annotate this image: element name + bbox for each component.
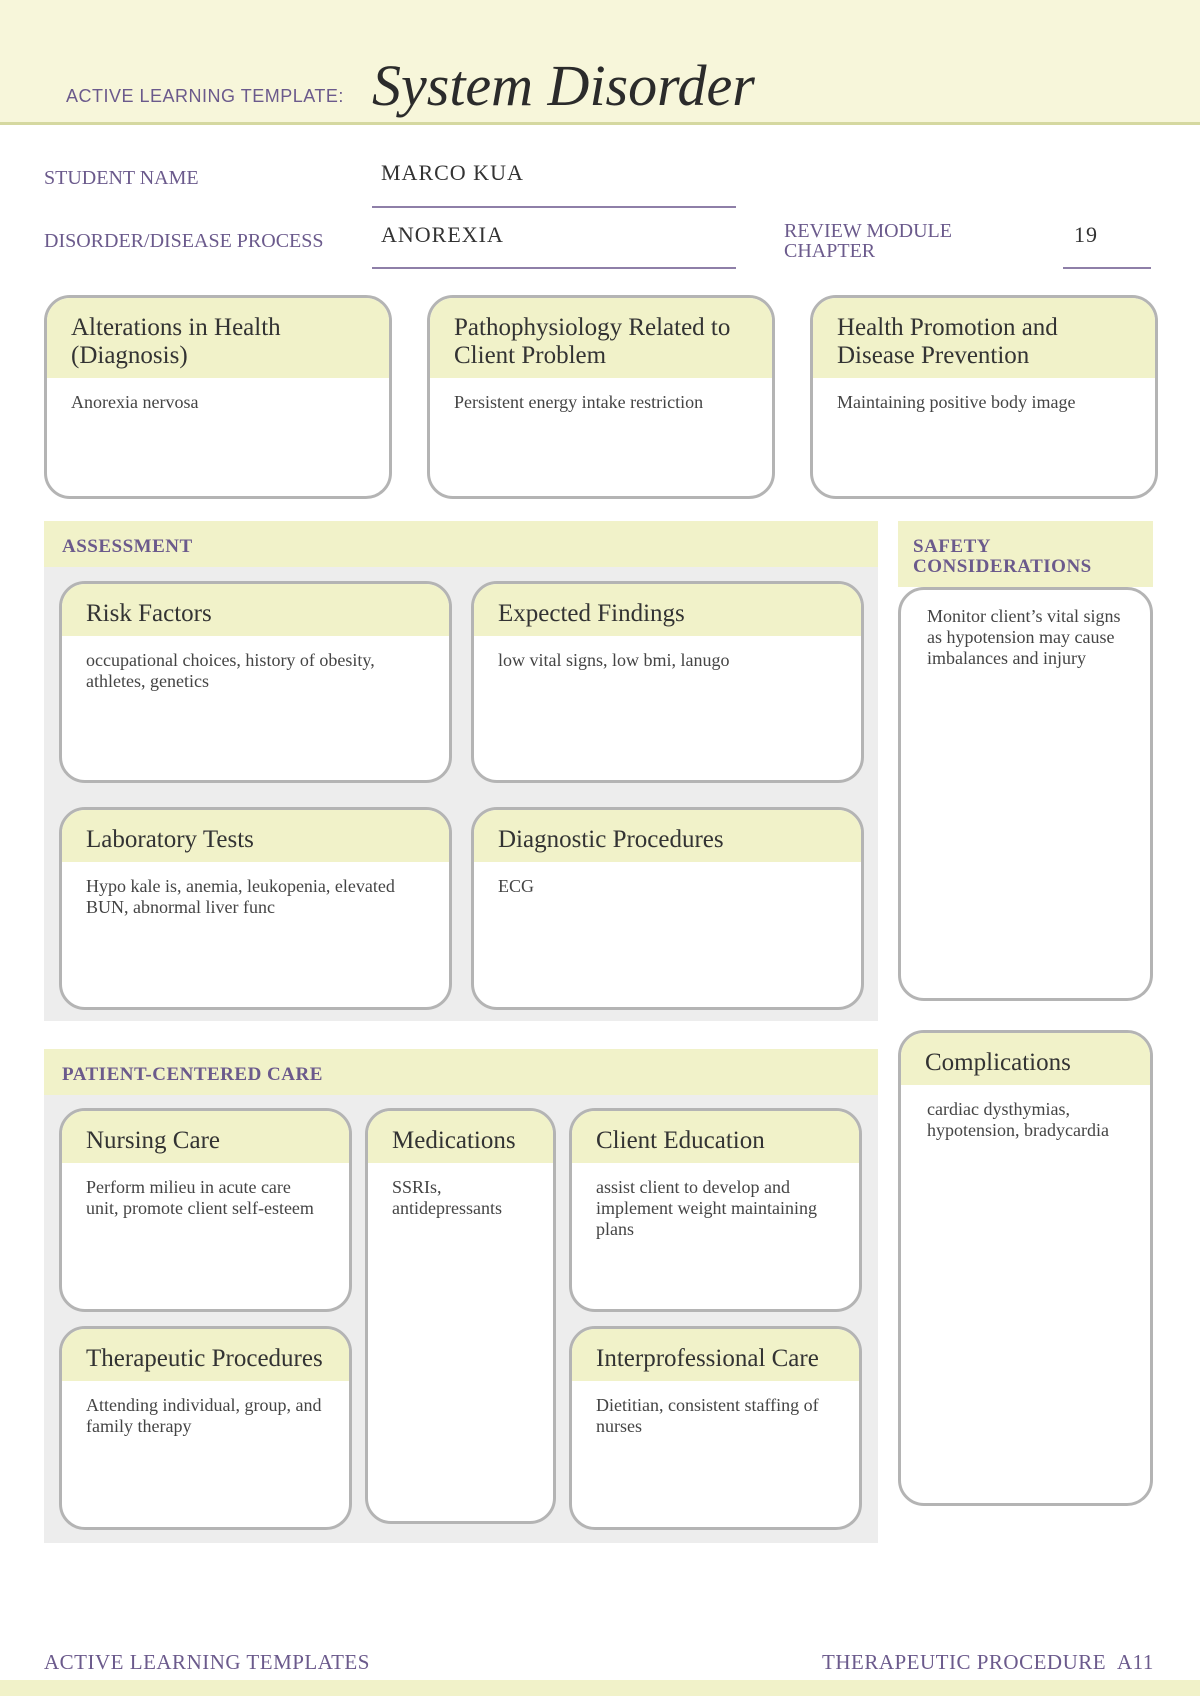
review-underline [1063, 267, 1151, 269]
card-title: Complications [901, 1033, 1150, 1085]
disorder-label: DISORDER/DISEASE PROCESS [44, 230, 324, 252]
footer-right: THERAPEUTIC PROCEDURE [822, 1650, 1107, 1674]
card-title: Risk Factors [62, 584, 449, 636]
student-name-label: STUDENT NAME [44, 167, 199, 189]
card-body[interactable]: occupational choices, history of obesity, athletes, genetics [86, 650, 375, 691]
card-client-education [569, 1108, 862, 1312]
card-therapeutic-procedures [59, 1326, 352, 1530]
card-title: Client Education [572, 1111, 859, 1163]
card-body[interactable]: SSRIs, antidepressants [392, 1177, 502, 1218]
template-label: ACTIVE LEARNING TEMPLATE: [66, 86, 344, 106]
card-health-promotion [810, 295, 1158, 499]
card-body[interactable]: assist client to develop and implement weight maintaining plans [596, 1177, 817, 1239]
card-nursing-care [59, 1108, 352, 1312]
card-body[interactable]: Attending individual, group, and family therapy [86, 1395, 322, 1436]
card-title: Alterations in Health (Diagnosis) [47, 298, 389, 378]
assessment-heading: ASSESSMENT [44, 521, 878, 567]
page-title: System Disorder [372, 53, 755, 118]
card-title: Diagnostic Procedures [474, 810, 861, 862]
card-body[interactable]: Monitor client’s vital signs as hypotension may cause imbalances and injury [927, 606, 1121, 668]
card-risk-factors [59, 581, 452, 783]
card-title: Nursing Care [62, 1111, 349, 1163]
card-body[interactable]: cardiac dysthymias, hypotension, bradycardia [927, 1099, 1109, 1140]
card-body[interactable]: Hypo kale is, anemia, leukopenia, elevated BUN, abnormal liver func [86, 876, 395, 917]
card-body[interactable]: Perform milieu in acute care unit, promote client self-esteem [86, 1177, 314, 1218]
student-name-underline [372, 206, 736, 208]
disorder-value[interactable]: ANOREXIA [381, 222, 504, 247]
student-name-value[interactable]: MARCO KUA [381, 160, 524, 185]
card-body[interactable]: Anorexia nervosa [71, 392, 199, 412]
review-chapter-value[interactable]: 19 [1074, 222, 1098, 247]
card-title: Health Promotion and Disease Prevention [813, 298, 1155, 378]
card-laboratory-tests [59, 807, 452, 1010]
card-pathophysiology [427, 295, 775, 499]
card-interprofessional-care [569, 1326, 862, 1530]
footer-band [0, 1680, 1200, 1696]
card-title: Pathophysiology Related to Client Problem [430, 298, 772, 378]
card-expected-findings [471, 581, 864, 783]
card-safety-considerations [898, 587, 1153, 1001]
footer-left: ACTIVE LEARNING TEMPLATES [44, 1650, 370, 1674]
card-body[interactable]: Dietitian, consistent staffing of nurses [596, 1395, 819, 1436]
review-chapter-label: CHAPTER [784, 240, 876, 262]
card-complications [898, 1030, 1153, 1506]
card-alterations-in-health [44, 295, 392, 499]
card-diagnostic-procedures [471, 807, 864, 1010]
safety-heading: SAFETY CONSIDERATIONS [898, 521, 1153, 587]
card-body[interactable]: Persistent energy intake restriction [454, 392, 704, 412]
disorder-underline [372, 267, 736, 269]
footer-page-number: A11 [1117, 1650, 1154, 1674]
card-title: Expected Findings [474, 584, 861, 636]
card-title: Medications [368, 1111, 553, 1163]
card-body[interactable]: ECG [498, 876, 534, 896]
card-medications [365, 1108, 556, 1524]
card-title: Interprofessional Care [572, 1329, 859, 1381]
patient-centered-care-heading: PATIENT-CENTERED CARE [44, 1049, 878, 1095]
card-title: Laboratory Tests [62, 810, 449, 862]
card-body[interactable]: low vital signs, low bmi, lanugo [498, 650, 730, 670]
card-title: Therapeutic Procedures [62, 1329, 349, 1381]
review-module-label: REVIEW MODULE [784, 220, 952, 242]
card-body[interactable]: Maintaining positive body image [837, 392, 1076, 412]
